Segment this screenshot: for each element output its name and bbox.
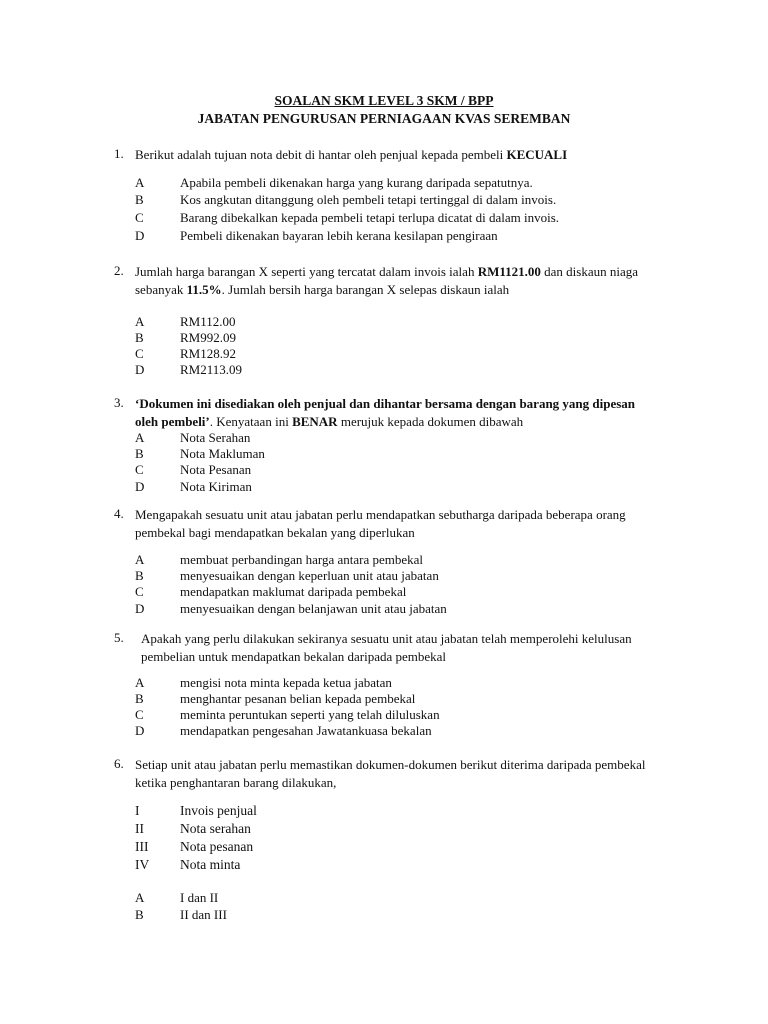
option-text: Nota Serahan [180,430,251,445]
option-key: A [135,890,145,905]
option-text: menghantar pesanan belian kepada pembekal [180,691,416,706]
question-text [135,146,715,164]
question-text-part: Mengapakah sesuatu unit atau jabatan perlu mendapatkan sebutharga daripada beberapa orang [135,507,626,522]
question-emphasis: 11.5% [186,282,222,297]
question-text-part: Jumlah harga barangan X seperti yang tercatat dalam invois ialah [135,264,475,279]
option-key: A [135,552,145,567]
option-key: A [135,314,145,329]
question-number: 4. [114,506,124,521]
question-emphasis: ‘Dokumen ini disediakan oleh penjual dan dihantar bersama dengan barang yang dipesan [135,396,636,411]
option-text: membuat perbandingan harga antara pembekal [180,552,424,567]
statement-key: I [135,803,140,818]
question-number: 2. [114,263,124,278]
option-text: mendapatkan maklumat daripada pembekal [180,584,407,599]
question-text-part: sebanyak [135,282,184,297]
question-text-part: . Kenyataan ini [209,414,289,429]
option-text: RM112.00 [180,314,236,329]
question-text-part: Apakah yang perlu dilakukan sekiranya sesuatu unit atau jabatan telah memperolehi kelulusan [141,631,632,646]
option-text: I dan II [180,890,219,905]
option-text: Pembeli dikenakan bayaran lebih kerana kesilapan pengiraan [180,228,498,243]
question-text [135,395,715,431]
statement-key: II [135,821,144,836]
option-text: Nota Pesanan [180,462,252,477]
option-key: D [135,362,145,377]
option-text: menyesuaikan dengan keperluan unit atau jabatan [180,568,439,583]
option-text: mengisi nota minta kepada ketua jabatan [180,675,392,690]
question-text-part: Setiap unit atau jabatan perlu memastikan dokumen-dokumen berikut diterima daripada pembekal [135,757,646,772]
option-key: A [135,175,145,190]
question-text-part: ketika penghantaran barang dilakukan, [135,775,337,790]
question-text-part: dan diskaun niaga [544,264,639,279]
statement-text: Nota pesanan [180,839,254,854]
question-text [135,263,715,299]
option-key: B [135,691,144,706]
option-text: RM128.92 [180,346,236,361]
option-key: D [135,479,145,494]
question-text-part: pembelian untuk mendapatkan bekalan daripada pembekal [141,649,447,664]
option-key: C [135,346,144,361]
statement-text: Nota serahan [180,821,251,836]
question-number: 1. [114,146,124,161]
question-number: 6. [114,756,124,771]
question-emphasis: BENAR [292,414,338,429]
option-text: II dan III [180,907,227,922]
option-key: A [135,430,145,445]
question-text [135,506,715,542]
option-text: Apabila pembeli dikenakan harga yang kurang daripada sepatutnya. [180,175,533,190]
question-text-part: . Jumlah bersih harga barangan X selepas diskaun ialah [221,282,510,297]
option-key: D [135,228,145,243]
question-emphasis: KECUALI [506,147,568,162]
question-number: 3. [114,395,124,410]
question-text [141,630,721,666]
question-emphasis: oleh pembeli’ [135,414,210,429]
option-text: Nota Makluman [180,446,265,461]
option-key: B [135,330,144,345]
document-title: SOALAN SKM LEVEL 3 SKM / BPP [274,93,494,108]
option-text: RM992.09 [180,330,236,345]
option-text: RM2113.09 [180,362,242,377]
option-key: B [135,907,144,922]
option-text: Kos angkutan ditanggung oleh pembeli tetapi tertinggal di dalam invois. [180,192,557,207]
option-key: B [135,568,144,583]
question-text-part: merujuk kepada dokumen dibawah [340,414,524,429]
question-text-part: pembekal bagi mendapatkan bekalan yang diperlukan [135,525,415,540]
option-key: D [135,601,145,616]
option-key: C [135,584,144,599]
option-key: C [135,210,144,225]
statement-text: Nota minta [180,857,241,872]
option-key: C [135,707,144,722]
option-text: menyesuaikan dengan belanjawan unit atau jabatan [180,601,447,616]
statement-key: IV [135,857,150,872]
option-key: C [135,462,144,477]
option-text: Barang dibekalkan kepada pembeli tetapi terlupa dicatat di dalam invois. [180,210,560,225]
option-text: mendapatkan pengesahan Jawatankuasa bekalan [180,723,432,738]
option-text: meminta peruntukan seperti yang telah diluluskan [180,707,440,722]
option-key: D [135,723,145,738]
question-text-part: Berikut adalah tujuan nota debit di hantar oleh penjual kepada pembeli [135,147,504,162]
document-subtitle: JABATAN PENGURUSAN PERNIAGAAN KVAS SEREMBAN [197,111,571,126]
option-key: B [135,446,144,461]
option-key: B [135,192,144,207]
question-text [135,756,715,792]
statement-text: Invois penjual [180,803,257,818]
question-emphasis: RM1121.00 [477,264,541,279]
question-number: 5. [114,630,124,645]
option-key: A [135,675,145,690]
statement-key: III [135,839,149,854]
option-text: Nota Kiriman [180,479,252,494]
